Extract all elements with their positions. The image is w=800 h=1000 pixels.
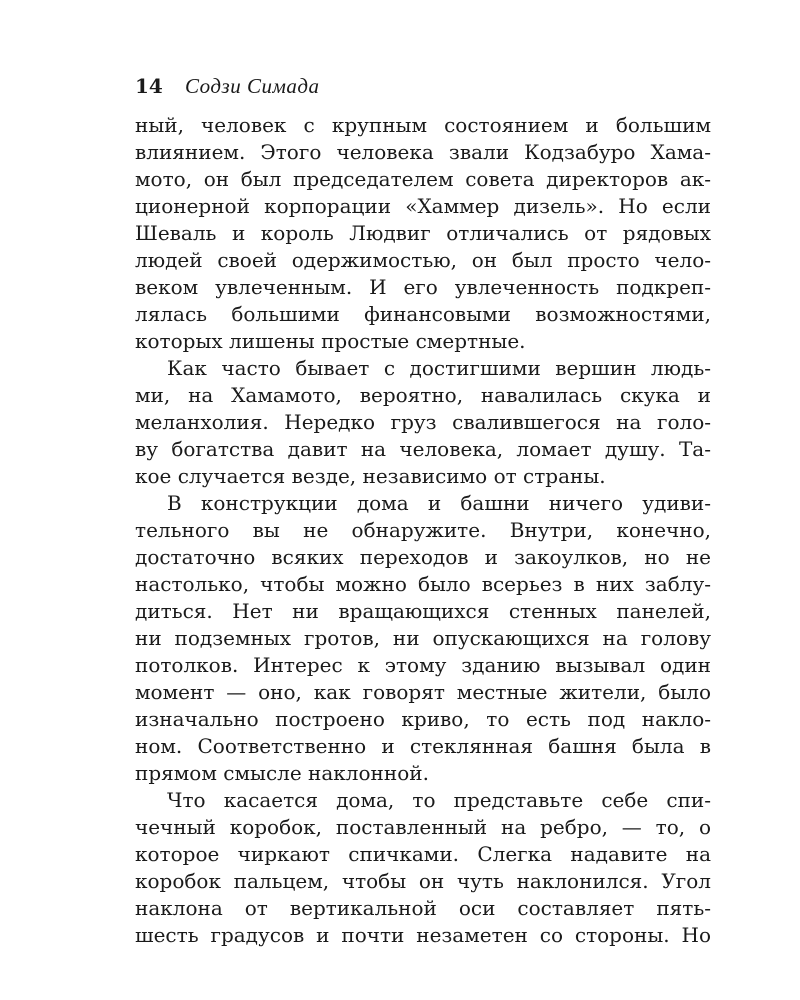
text-line: веком увлеченным. И его увлеченность подкреп-	[135, 275, 711, 299]
text-line: Что касается дома, то представьте себе спи-	[167, 788, 711, 812]
text-line: которое чиркают спичками. Слегка надавите на	[135, 842, 711, 866]
text-line: ционерной корпорации «Хаммер дизель». Но если	[135, 194, 711, 218]
text-line: диться. Нет ни вращающихся стенных панелей,	[135, 599, 711, 623]
text-line: момент — оно, как говорят местные жители, было	[135, 680, 711, 704]
text-line: потолков. Интерес к этому зданию вызывал один	[135, 653, 711, 677]
text-line: людей своей одержимостью, он был просто чело-	[135, 248, 711, 272]
text-line: В конструкции дома и башни ничего удиви-	[167, 491, 711, 515]
text-line: кое случается везде, независимо от страны.	[135, 464, 606, 488]
text-line: ву богатства давит на человека, ломает душу. Та-	[135, 437, 711, 461]
text-line: ми, на Хамамото, вероятно, навалилась скука и	[135, 383, 711, 407]
page-number: 14	[135, 74, 163, 98]
paragraph	[135, 355, 711, 490]
text-line: ном. Соответственно и стеклянная башня была в	[135, 734, 711, 758]
paragraph	[135, 787, 711, 949]
text-line: ный, человек с крупным состоянием и большим	[135, 113, 711, 137]
paragraph	[135, 112, 711, 355]
text-line: Как часто бывает с достигшими вершин людь-	[167, 356, 711, 380]
paragraph	[135, 490, 711, 787]
text-line: Шеваль и король Людвиг отличались от рядовых	[135, 221, 711, 245]
text-line: коробок пальцем, чтобы он чуть наклонился. Угол	[135, 869, 711, 893]
running-title: Содзи Симада	[185, 74, 320, 98]
text-line: влиянием. Этого человека звали Кодзабуро Хама-	[135, 140, 711, 164]
text-line: шесть градусов и почти незаметен со стороны. Но	[135, 923, 711, 947]
text-line: тельного вы не обнаружите. Внутри, конечно,	[135, 518, 711, 542]
text-line: настолько, чтобы можно было всерьез в них заблу-	[135, 572, 711, 596]
text-line: чечный коробок, поставленный на ребро, — то, о	[135, 815, 711, 839]
text-line: достаточно всяких переходов и закоулков, но не	[135, 545, 711, 569]
body-text	[135, 112, 711, 949]
text-line: наклона от вертикальной оси составляет пять-	[135, 896, 711, 920]
text-line: мото, он был председателем совета директоров ак-	[135, 167, 711, 191]
text-line: которых лишены простые смертные.	[135, 329, 526, 353]
text-line: прямом смысле наклонной.	[135, 761, 429, 785]
running-head	[135, 74, 319, 102]
text-line: ни подземных гротов, ни опускающихся на голову	[135, 626, 711, 650]
text-line: лялась большими финансовыми возможностями,	[135, 302, 711, 326]
text-line: меланхолия. Нередко груз свалившегося на голо-	[135, 410, 711, 434]
text-line: изначально построено криво, то есть под накло-	[135, 707, 711, 731]
